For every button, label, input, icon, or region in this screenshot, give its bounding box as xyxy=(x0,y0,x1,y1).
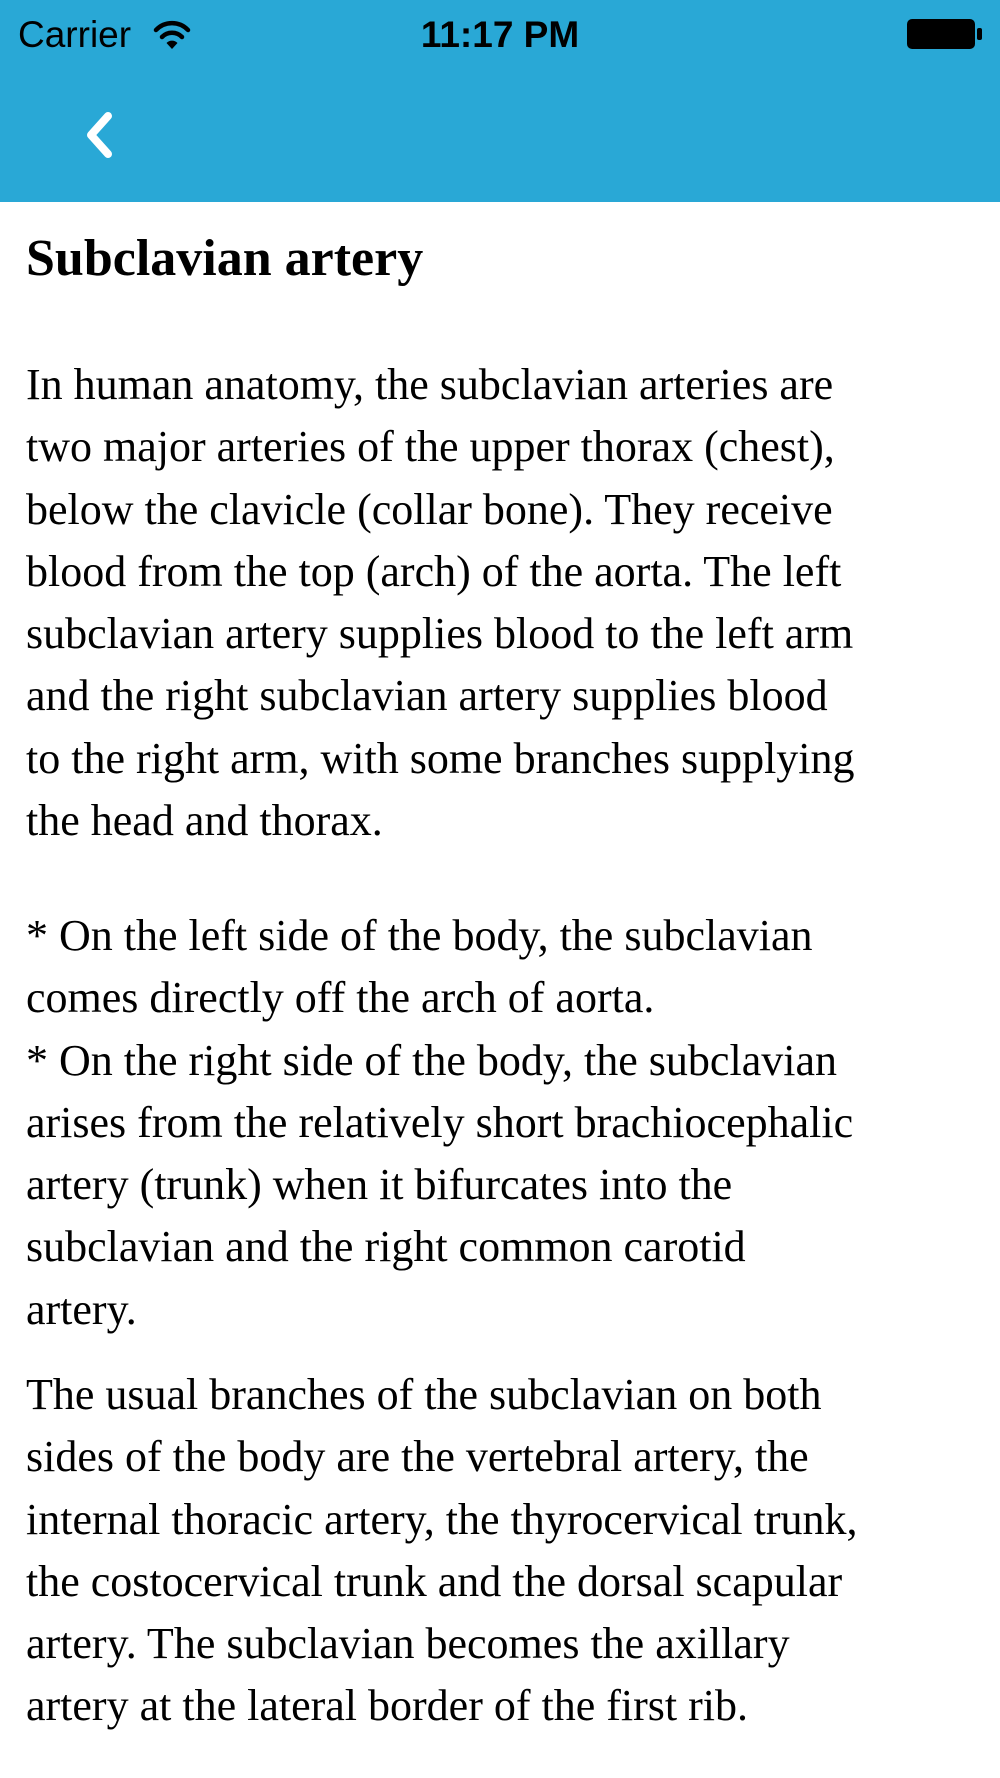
chevron-left-icon xyxy=(84,112,114,158)
carrier-label: Carrier xyxy=(18,14,132,55)
article-content[interactable] xyxy=(0,202,1000,1778)
status-time: 11:17 PM xyxy=(420,14,580,55)
article-paragraph-intro: In human anatomy, the subclavian arteries are two major arteries of the upper thorax (chest), below the clavicle (collar bone). They receive blood from the top (arch) of the aorta. The left subclavian artery supplies blood to the left arm and the right subclavian artery supplies blood to the right arm, with some branches supplying the head and thorax. xyxy=(26,360,855,846)
battery-icon xyxy=(905,16,985,52)
article-paragraph-branches: The usual branches of the subclavian on both sides of the body are the vertebral artery, the internal thoracic artery, the thyrocervical trunk, the costocervical trunk and the dorsal scapular artery. The subclavian becomes the axillary artery at the lateral border of the first rib. xyxy=(26,1370,858,1731)
header xyxy=(0,0,1000,202)
article-title: Subclavian artery xyxy=(26,230,424,287)
navigation-bar xyxy=(0,70,1000,202)
article-paragraph-sides: * On the left side of the body, the subclavian comes directly off the arch of aorta. * On the right side of the body, the subclavian arises from the relatively short brachiocephalic artery (trunk) when it bifurcates into the subclavian and the right common carotid artery. xyxy=(26,911,854,1334)
back-button[interactable] xyxy=(60,90,140,180)
status-bar xyxy=(0,0,1000,70)
